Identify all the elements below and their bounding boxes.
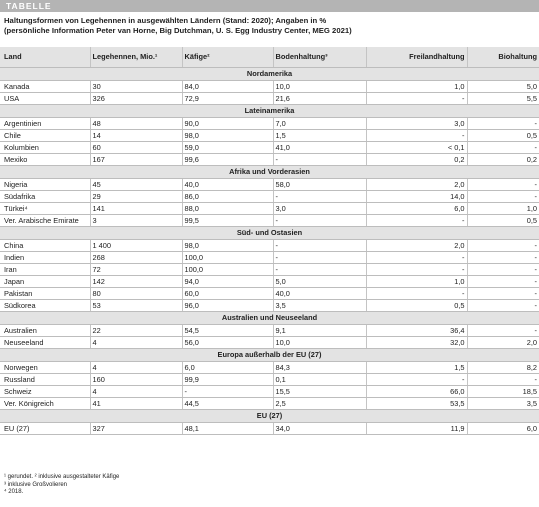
cell-bodenhaltung: - bbox=[273, 239, 366, 251]
cell-freilandhaltung: 14,0 bbox=[366, 190, 467, 202]
cell-freilandhaltung: 2,0 bbox=[366, 239, 467, 251]
cell-bodenhaltung: 9,1 bbox=[273, 324, 366, 336]
cell-legehennen: 326 bbox=[90, 92, 182, 104]
cell-kaefige: 6,0 bbox=[182, 361, 273, 373]
cell-biohaltung: - bbox=[467, 324, 539, 336]
cell-legehennen: 60 bbox=[90, 141, 182, 153]
cell-land: China bbox=[0, 239, 90, 251]
cell-land: Norwegen bbox=[0, 361, 90, 373]
table-row bbox=[0, 299, 539, 311]
cell-freilandhaltung: - bbox=[366, 92, 467, 104]
table-row bbox=[0, 336, 539, 348]
cell-bodenhaltung: - bbox=[273, 190, 366, 202]
header-biohaltung: Biohaltung bbox=[467, 47, 539, 67]
header-land: Land bbox=[0, 47, 90, 67]
cell-freilandhaltung: 1,0 bbox=[366, 80, 467, 92]
cell-biohaltung: 5,5 bbox=[467, 92, 539, 104]
table-row bbox=[0, 251, 539, 263]
cell-kaefige: 98,0 bbox=[182, 239, 273, 251]
cell-freilandhaltung: < 0,1 bbox=[366, 141, 467, 153]
cell-legehennen: 72 bbox=[90, 263, 182, 275]
cell-land: Neuseeland bbox=[0, 336, 90, 348]
table-row bbox=[0, 275, 539, 287]
cell-freilandhaltung: - bbox=[366, 287, 467, 299]
cell-legehennen: 48 bbox=[90, 117, 182, 129]
cell-kaefige: 44,5 bbox=[182, 397, 273, 409]
cell-freilandhaltung: 36,4 bbox=[366, 324, 467, 336]
table-row bbox=[0, 117, 539, 129]
cell-kaefige: 88,0 bbox=[182, 202, 273, 214]
cell-biohaltung: 5,0 bbox=[467, 80, 539, 92]
cell-bodenhaltung: 10,0 bbox=[273, 80, 366, 92]
cell-bodenhaltung: - bbox=[273, 251, 366, 263]
cell-freilandhaltung: 32,0 bbox=[366, 336, 467, 348]
group-header-row bbox=[0, 409, 539, 422]
cell-biohaltung: - bbox=[467, 117, 539, 129]
cell-bodenhaltung: 3,0 bbox=[273, 202, 366, 214]
cell-legehennen: 80 bbox=[90, 287, 182, 299]
cell-kaefige: 96,0 bbox=[182, 299, 273, 311]
table-row bbox=[0, 141, 539, 153]
cell-kaefige: 94,0 bbox=[182, 275, 273, 287]
group-title: Lateinamerika bbox=[0, 104, 539, 117]
table-tag-bar bbox=[0, 0, 539, 12]
group-header-row bbox=[0, 165, 539, 178]
table-tag: TABELLE bbox=[6, 1, 52, 11]
cell-legehennen: 268 bbox=[90, 251, 182, 263]
cell-legehennen: 45 bbox=[90, 178, 182, 190]
cell-land: Kanada bbox=[0, 80, 90, 92]
header-legehennen: Legehennen, Mio.¹ bbox=[90, 47, 182, 67]
cell-bodenhaltung: - bbox=[273, 263, 366, 275]
cell-land: Südafrika bbox=[0, 190, 90, 202]
cell-bodenhaltung: - bbox=[273, 214, 366, 226]
cell-biohaltung: 6,0 bbox=[467, 422, 539, 434]
cell-land: Schweiz bbox=[0, 385, 90, 397]
cell-land: Kolumbien bbox=[0, 141, 90, 153]
cell-biohaltung: - bbox=[467, 275, 539, 287]
cell-kaefige: 59,0 bbox=[182, 141, 273, 153]
cell-legehennen: 30 bbox=[90, 80, 182, 92]
cell-bodenhaltung: 84,3 bbox=[273, 361, 366, 373]
cell-bodenhaltung: 34,0 bbox=[273, 422, 366, 434]
cell-kaefige: 56,0 bbox=[182, 336, 273, 348]
cell-bodenhaltung: 3,5 bbox=[273, 299, 366, 311]
cell-legehennen: 142 bbox=[90, 275, 182, 287]
cell-bodenhaltung: 15,5 bbox=[273, 385, 366, 397]
cell-biohaltung: - bbox=[467, 178, 539, 190]
cell-kaefige: 48,1 bbox=[182, 422, 273, 434]
group-title: EU (27) bbox=[0, 409, 539, 422]
table-row bbox=[0, 190, 539, 202]
header-bodenhaltung: Bodenhaltung³ bbox=[273, 47, 366, 67]
cell-land: Chile bbox=[0, 129, 90, 141]
table-row bbox=[0, 263, 539, 275]
footnote-2: ³ inklusive Großvolieren bbox=[4, 481, 68, 488]
cell-bodenhaltung: 10,0 bbox=[273, 336, 366, 348]
cell-bodenhaltung: 1,5 bbox=[273, 129, 366, 141]
cell-bodenhaltung: 2,5 bbox=[273, 397, 366, 409]
table-row bbox=[0, 385, 539, 397]
cell-land: Nigeria bbox=[0, 178, 90, 190]
cell-bodenhaltung: 21,6 bbox=[273, 92, 366, 104]
table-row bbox=[0, 397, 539, 409]
cell-land: Südkorea bbox=[0, 299, 90, 311]
cell-land: Türkei⁴ bbox=[0, 202, 90, 214]
cell-land: Ver. Königreich bbox=[0, 397, 90, 409]
caption-title: Haltungsformen von Legehennen in ausgewählten Ländern (Stand: 2020); Angaben in % bbox=[4, 16, 327, 25]
group-header-row bbox=[0, 226, 539, 239]
cell-biohaltung: 0,5 bbox=[467, 129, 539, 141]
group-title: Nordamerika bbox=[0, 67, 539, 80]
cell-bodenhaltung: 40,0 bbox=[273, 287, 366, 299]
cell-kaefige: 54,5 bbox=[182, 324, 273, 336]
cell-land: Japan bbox=[0, 275, 90, 287]
caption-source: (persönliche Information Peter van Horne, Big Dutchman, U. S. Egg Industry Center, MEG 2021) bbox=[4, 26, 352, 35]
cell-legehennen: 22 bbox=[90, 324, 182, 336]
cell-kaefige: 72,9 bbox=[182, 92, 273, 104]
table-row bbox=[0, 92, 539, 104]
cell-biohaltung: 3,5 bbox=[467, 397, 539, 409]
cell-legehennen: 29 bbox=[90, 190, 182, 202]
cell-kaefige: - bbox=[182, 385, 273, 397]
group-title: Europa außerhalb der EU (27) bbox=[0, 348, 539, 361]
table-row bbox=[0, 214, 539, 226]
cell-legehennen: 141 bbox=[90, 202, 182, 214]
cell-bodenhaltung: 5,0 bbox=[273, 275, 366, 287]
cell-kaefige: 40,0 bbox=[182, 178, 273, 190]
cell-legehennen: 1 400 bbox=[90, 239, 182, 251]
group-title: Afrika und Vorderasien bbox=[0, 165, 539, 178]
footnote-1: ¹ gerundet. ² inklusive ausgestalteter Käfige bbox=[4, 474, 120, 480]
cell-biohaltung: 0,5 bbox=[467, 214, 539, 226]
hens-housing-table bbox=[0, 47, 539, 435]
cell-freilandhaltung: - bbox=[366, 129, 467, 141]
table-row bbox=[0, 373, 539, 385]
group-header-row bbox=[0, 104, 539, 117]
cell-legehennen: 327 bbox=[90, 422, 182, 434]
group-header-row bbox=[0, 67, 539, 80]
cell-kaefige: 100,0 bbox=[182, 251, 273, 263]
cell-biohaltung: 18,5 bbox=[467, 385, 539, 397]
footnote-3: ⁴ 2018. bbox=[4, 489, 24, 496]
cell-biohaltung: - bbox=[467, 287, 539, 299]
cell-freilandhaltung: 6,0 bbox=[366, 202, 467, 214]
cell-land: Russland bbox=[0, 373, 90, 385]
cell-kaefige: 100,0 bbox=[182, 263, 273, 275]
cell-land: Pakistan bbox=[0, 287, 90, 299]
header-kaefige: Käfige² bbox=[182, 47, 273, 67]
cell-biohaltung: - bbox=[467, 373, 539, 385]
cell-legehennen: 3 bbox=[90, 214, 182, 226]
group-header-row bbox=[0, 348, 539, 361]
cell-land: USA bbox=[0, 92, 90, 104]
cell-kaefige: 99,6 bbox=[182, 153, 273, 165]
cell-land: Argentinien bbox=[0, 117, 90, 129]
cell-legehennen: 4 bbox=[90, 361, 182, 373]
table-row bbox=[0, 287, 539, 299]
cell-freilandhaltung: 66,0 bbox=[366, 385, 467, 397]
table-row bbox=[0, 202, 539, 214]
cell-kaefige: 99,9 bbox=[182, 373, 273, 385]
table-row bbox=[0, 422, 539, 434]
cell-kaefige: 86,0 bbox=[182, 190, 273, 202]
cell-legehennen: 41 bbox=[90, 397, 182, 409]
table-row bbox=[0, 324, 539, 336]
cell-freilandhaltung: - bbox=[366, 263, 467, 275]
cell-freilandhaltung: - bbox=[366, 214, 467, 226]
cell-biohaltung: 0,2 bbox=[467, 153, 539, 165]
group-title: Süd- und Ostasien bbox=[0, 226, 539, 239]
cell-biohaltung: - bbox=[467, 190, 539, 202]
cell-freilandhaltung: 1,5 bbox=[366, 361, 467, 373]
cell-freilandhaltung: 0,5 bbox=[366, 299, 467, 311]
cell-freilandhaltung: 1,0 bbox=[366, 275, 467, 287]
table-row bbox=[0, 361, 539, 373]
group-header-row bbox=[0, 311, 539, 324]
cell-legehennen: 160 bbox=[90, 373, 182, 385]
cell-bodenhaltung: 58,0 bbox=[273, 178, 366, 190]
cell-bodenhaltung: 41,0 bbox=[273, 141, 366, 153]
cell-freilandhaltung: 3,0 bbox=[366, 117, 467, 129]
header-freilandhaltung: Freilandhaltung bbox=[366, 47, 467, 67]
cell-biohaltung: - bbox=[467, 263, 539, 275]
cell-kaefige: 60,0 bbox=[182, 287, 273, 299]
cell-bodenhaltung: 7,0 bbox=[273, 117, 366, 129]
cell-legehennen: 167 bbox=[90, 153, 182, 165]
cell-land: Australien bbox=[0, 324, 90, 336]
cell-kaefige: 99,5 bbox=[182, 214, 273, 226]
cell-land: Mexiko bbox=[0, 153, 90, 165]
cell-land: Iran bbox=[0, 263, 90, 275]
table-caption bbox=[4, 16, 534, 36]
cell-freilandhaltung: - bbox=[366, 251, 467, 263]
table-body bbox=[0, 67, 539, 434]
cell-land: EU (27) bbox=[0, 422, 90, 434]
cell-freilandhaltung: 11,9 bbox=[366, 422, 467, 434]
cell-biohaltung: 8,2 bbox=[467, 361, 539, 373]
cell-biohaltung: - bbox=[467, 239, 539, 251]
cell-kaefige: 84,0 bbox=[182, 80, 273, 92]
table-row bbox=[0, 178, 539, 190]
cell-freilandhaltung: 53,5 bbox=[366, 397, 467, 409]
group-title: Australien und Neuseeland bbox=[0, 311, 539, 324]
cell-land: Ver. Arabische Emirate bbox=[0, 214, 90, 226]
table-row bbox=[0, 153, 539, 165]
cell-kaefige: 98,0 bbox=[182, 129, 273, 141]
cell-land: Indien bbox=[0, 251, 90, 263]
cell-biohaltung: 1,0 bbox=[467, 202, 539, 214]
cell-biohaltung: 2,0 bbox=[467, 336, 539, 348]
cell-legehennen: 53 bbox=[90, 299, 182, 311]
cell-legehennen: 4 bbox=[90, 385, 182, 397]
table-row bbox=[0, 80, 539, 92]
cell-legehennen: 14 bbox=[90, 129, 182, 141]
table-row bbox=[0, 239, 539, 251]
table-header-row bbox=[0, 47, 539, 67]
footnotes bbox=[4, 474, 119, 497]
cell-legehennen: 4 bbox=[90, 336, 182, 348]
cell-biohaltung: - bbox=[467, 251, 539, 263]
cell-freilandhaltung: 0,2 bbox=[366, 153, 467, 165]
cell-kaefige: 90,0 bbox=[182, 117, 273, 129]
cell-bodenhaltung: - bbox=[273, 153, 366, 165]
cell-freilandhaltung: - bbox=[366, 373, 467, 385]
cell-bodenhaltung: 0,1 bbox=[273, 373, 366, 385]
cell-biohaltung: - bbox=[467, 141, 539, 153]
cell-freilandhaltung: 2,0 bbox=[366, 178, 467, 190]
cell-biohaltung: - bbox=[467, 299, 539, 311]
table-row bbox=[0, 129, 539, 141]
